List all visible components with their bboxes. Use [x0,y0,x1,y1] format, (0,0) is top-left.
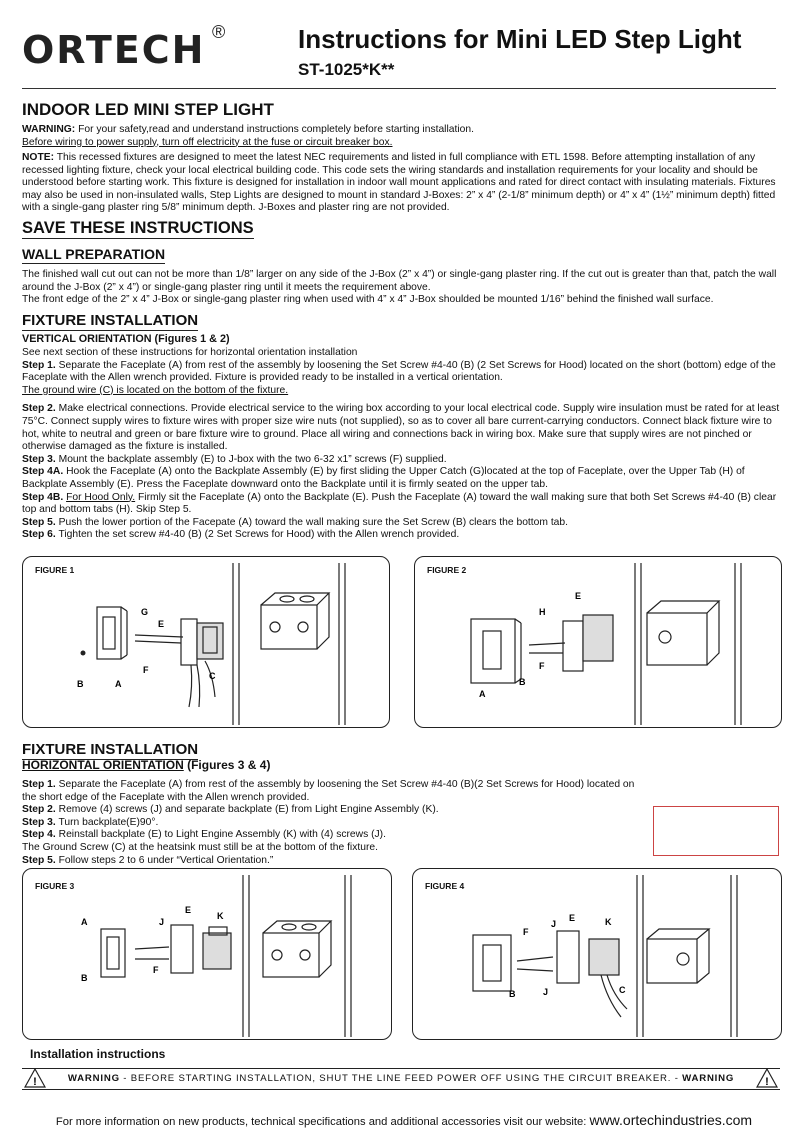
figure-1-drawing [23,557,389,727]
h-step4-text: Reinstall backplate (E) to Light Engine Assembly (K) with (4) screws (J). [55,829,386,841]
h-step3-text: Turn backplate(E)90°. [55,816,159,828]
fixture-heading-horizontal-text: FIXTURE INSTALLATION [22,741,199,758]
fig1-label-c: C [209,671,216,681]
save-heading-text: SAVE THESE INSTRUCTIONS [22,219,254,237]
fig3-label-f: F [153,965,159,975]
h-step2-label: Step 2. [22,804,56,816]
h-step4-label: Step 4. [22,829,56,841]
wall-p1: The finished wall cut out can not be more than 1/8” larger on any side of the J-Box (2” x 4”) or single-gang plaster ring. If the cut out is greater than that, patch the wall around the J-Box (2” x 4”) or single-gang plaster ring until it meets the requirement above. [22,269,777,293]
vertical-intro: See next section of these instructions for horizontal orientation installation [22,347,358,358]
fig4-label-j: J [551,919,557,929]
figure-1-label: FIGURE 1 [35,565,75,575]
page-title: Instructions for Mini LED Step Light [298,24,742,54]
warning-line2: Before wiring to power supply, turn off electricity at the fuse or circuit breaker box. [22,136,393,148]
note-text: This recessed fixtures are designed to meet the latest NEC requirements and listed in full compliance with ETL 1598. Before attempting installation of any recessed lighting fixture, check your local electrical building code. This code sets the wiring standards and installation requirements for your locality and should be understood before starting work. This fixture is designed for installation in indoor wall mount applications and rated for direct contact with insulating materials. Fixtures may also be used in non-insulated walls, Step Lights are designed to mount in standard J-Boxes: 2” x 4” (2-1/8” minimum depth) or 4” x 4” (1½” minimum depth) fitted with a single-gang plaster ring 5/8” minimum depth. J-Boxes and plaster ring are not provided. [22,152,776,214]
figure-2-drawing [415,557,781,727]
v-step6-label: Step 6. [22,529,56,541]
fixture-heading-horizontal [22,741,198,758]
v-step3-text: Mount the backplate assembly (E) to J-box with the two 6-32 x1” screws (F) supplied. [55,453,447,465]
fig2-label-e: E [575,591,582,601]
fig1-label-a: A [115,679,122,689]
intro-heading: INDOOR LED MINI STEP LIGHT [22,100,274,119]
horizontal-subheading-text: HORIZONTAL ORIENTATION [22,758,184,772]
v-step6-text: Tighten the set screw #4-40 (B) (2 Set Screws for Hood) with the Allen wrench provided. [55,529,460,541]
fig3-label-b: B [81,973,88,983]
h-step5-text: Follow steps 2 to 6 under “Vertical Orientation.” [55,854,274,866]
fig4-label-c: C [619,985,626,995]
footer [0,1112,808,1128]
figure-4 [412,868,782,1040]
warning-triangle-glyph-left: ! [33,1076,37,1088]
warning-triangle-icon-right [756,1068,778,1088]
fig2-label-f: F [539,661,545,671]
wall-heading [22,246,165,262]
wall-text [22,269,782,307]
warning-word-left: WARNING [67,1073,120,1084]
v-step2-text: Make electrical connections. Provide electrical service to the wiring box according to your local electrical code. Supply wire insulation must be rated for at least 75°C. Connect supply wires to fixture wires with proper size wire nuts (not supplied), so as to cover all bare current-carrying conductors. Connect black fixture wire to hot, white to neutral and green or bare fixture wire to ground. Place all wiring and connections back in wiring box. Make sure that supply wires are not pinched or otherwise damaged as the fixture is installed. [22,403,780,453]
v-step2-label: Step 2. [22,403,56,415]
v-step5-label: Step 5. [22,516,56,528]
figure-2 [414,556,782,728]
note-block [22,152,782,215]
fig3-label-j: J [159,917,165,927]
vertical-subheading: VERTICAL ORIENTATION (Figures 1 & 2) [22,333,230,345]
fixture-heading-vertical-text: FIXTURE INSTALLATION [22,312,199,329]
installation-instructions-label: Installation instructions [30,1047,166,1061]
figure-3-label: FIGURE 3 [35,881,75,891]
brand-logo: ORTECH [22,28,206,72]
fig4-label-e: E [569,913,576,923]
warning-block [22,124,782,149]
v-step1-text: Separate the Faceplate (A) from rest of the assembly by loosening the Set Screw #4-40 (B) (2 Set Screws for Hood) located on the short (bottom) edge of the Faceplate with the Allen wrench provided. Fixture is provided ready to be installed in a vertical orientation. [22,359,776,384]
vertical-steps [22,347,782,542]
wall-heading-text: WALL PREPARATION [22,246,166,262]
warning-text: For your safety,read and understand instructions completely before starting installation. [75,124,474,135]
fig1-label-b: B [77,679,84,689]
h-step3-label: Step 3. [22,816,56,828]
figure-3 [22,868,392,1040]
footer-text: For more information on new products, technical specifications and additional accessories visit our website: [55,1116,590,1128]
fig1-label-g: G [141,607,149,617]
fig1-label-f: F [143,665,149,675]
header-divider [22,88,776,89]
h-step2-text: Remove (4) screws (J) and separate backplate (E) from Light Engine Assembly (K). [55,804,439,816]
fixture-heading-vertical [22,312,198,329]
fig3-label-k: K [217,911,224,921]
h-step1-label: Step 1. [22,779,56,790]
v-step1-label: Step 1. [22,359,56,371]
fig2-label-b: B [519,677,526,687]
horizontal-subheading [22,759,782,772]
warning-bar-text: - BEFORE STARTING INSTALLATION, SHUT THE LINE FEED POWER OFF USING THE CIRCUIT BREAKER. - [119,1073,683,1084]
h-step5-label: Step 5. [22,854,56,866]
h-step1-text: Separate the Faceplate (A) from rest of the assembly by loosening the Set Screw #4-40 (B)(2 Set Screws for Hood) located on the short edge of the Faceplate with the Allen wrench provided. [22,779,635,803]
registered-mark: ® [212,22,226,42]
v-step5-text: Push the lower portion of the Facepate (A) toward the wall making sure the Set Screw (B) clears the bottom tab. [55,516,568,528]
warning-triangle-icon-left [24,1068,46,1088]
figure-2-label: FIGURE 2 [427,565,467,575]
warning-triangle-glyph-right: ! [765,1076,769,1088]
fig4-label-f: F [523,927,529,937]
save-heading [22,219,254,238]
fig2-label-a: A [479,689,486,699]
v-step4a-label: Step 4A. [22,466,64,478]
v-step3-label: Step 3. [22,453,56,465]
fig2-label-h: H [539,607,546,617]
red-outline-box [653,806,779,856]
v-step4b-hood: For Hood Only. [66,491,136,503]
figure-3-drawing [23,869,391,1039]
note-label: NOTE: [22,152,55,163]
model-number: ST-1025*K** [298,60,395,79]
figure-4-drawing [413,869,781,1039]
fig3-label-e: E [185,905,192,915]
footer-website-link[interactable]: www.ortechindustries.com [589,1112,753,1128]
figure-4-label: FIGURE 4 [425,881,465,891]
figure-1 [22,556,390,728]
fig3-label-a: A [81,917,88,927]
v-step4a-text: Hook the Faceplate (A) onto the Backplate Assembly (E) by first sliding the Upper Catch (G)located at the top of Faceplate, over the Upper Tab (H) of Backplate Assembly (E). Press the Faceplate downward onto the Backplate until it is firmly seated on the upper tab. [22,466,745,490]
fig4-label-b: B [509,989,516,999]
fig1-label-e: E [158,619,165,629]
wall-p2: The front edge of the 2” x 4” J-Box or single-gang plaster ring when used with 4” x 4” J-Box shoulded be mounted 1/16” behind the finished wall surface. [22,294,714,306]
fig4-label-j2: J [543,987,549,997]
v-step1-ground: The ground wire (C) is located on the bottom of the fixture. [22,384,289,396]
warning-label: WARNING: [22,124,76,135]
h-step4-note: The Ground Screw (C) at the heatsink must still be at the bottom of the fixture. [22,841,378,853]
v-step4b-label: Step 4B. [22,491,64,503]
warning-word-right: WARNING [682,1073,735,1084]
warning-bar [22,1068,780,1090]
v-step4b-text: Firmly sit the Faceplate (A) onto the Backplate (E). Push the Faceplate (A) toward the wall making sure that both Set Screws #4-40 (B) clear top and bottom tabs (H). Skip Step 5. [22,491,777,516]
horizontal-steps [22,779,642,867]
fig4-label-k: K [605,917,612,927]
horizontal-subheading-fig: (Figures 3 & 4) [183,758,271,772]
